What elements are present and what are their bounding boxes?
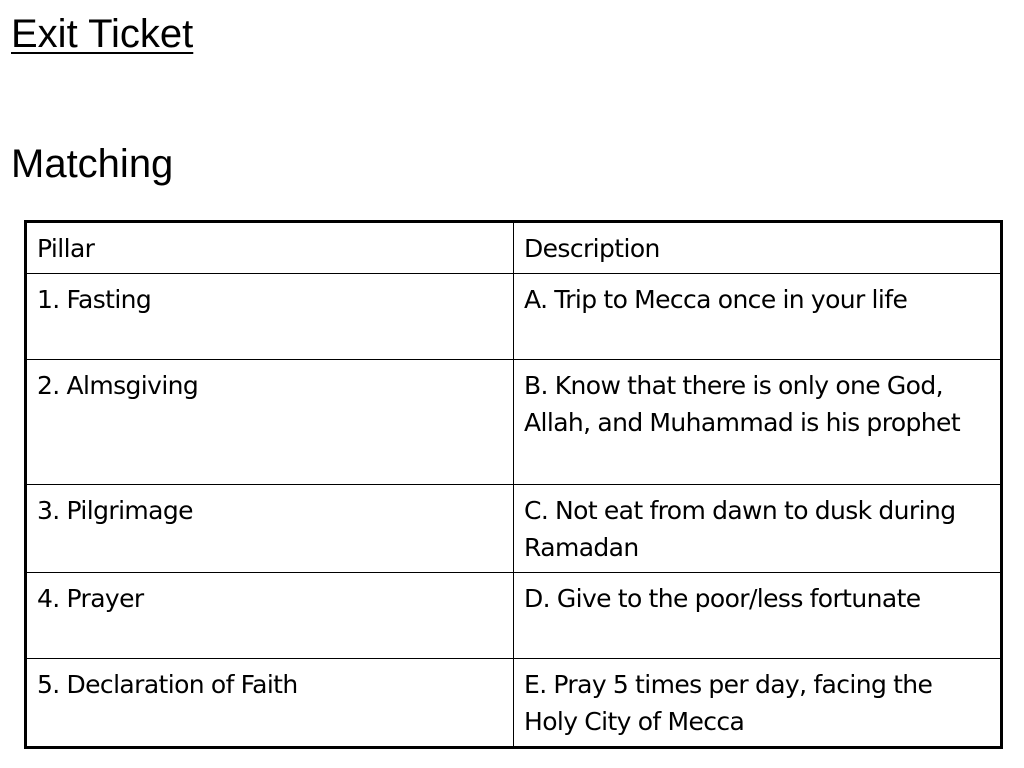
column-header-description: Description bbox=[514, 222, 1002, 274]
table-row bbox=[26, 274, 1002, 360]
table-header-row bbox=[26, 222, 1002, 274]
description-cell: C. Not eat from dawn to dusk during Ramadan bbox=[514, 485, 1002, 573]
table-row bbox=[26, 485, 1002, 573]
pillar-cell: 1. Fasting bbox=[26, 274, 514, 360]
table-row bbox=[26, 360, 1002, 485]
pillar-cell: 5. Declaration of Faith bbox=[26, 659, 514, 748]
matching-table bbox=[24, 220, 1003, 749]
table-row bbox=[26, 659, 1002, 748]
description-cell: A. Trip to Mecca once in your life bbox=[514, 274, 1002, 360]
description-cell: D. Give to the poor/less fortunate bbox=[514, 573, 1002, 659]
slide-title: Exit Ticket bbox=[11, 12, 194, 56]
description-cell: B. Know that there is only one God, Allah, and Muhammad is his prophet bbox=[514, 360, 1002, 485]
pillar-cell: 4. Prayer bbox=[26, 573, 514, 659]
slide-subtitle: Matching bbox=[11, 142, 174, 186]
table-row bbox=[26, 573, 1002, 659]
pillar-cell: 3. Pilgrimage bbox=[26, 485, 514, 573]
description-cell: E. Pray 5 times per day, facing the Holy City of Mecca bbox=[514, 659, 1002, 748]
column-header-pillar: Pillar bbox=[26, 222, 514, 274]
pillar-cell: 2. Almsgiving bbox=[26, 360, 514, 485]
